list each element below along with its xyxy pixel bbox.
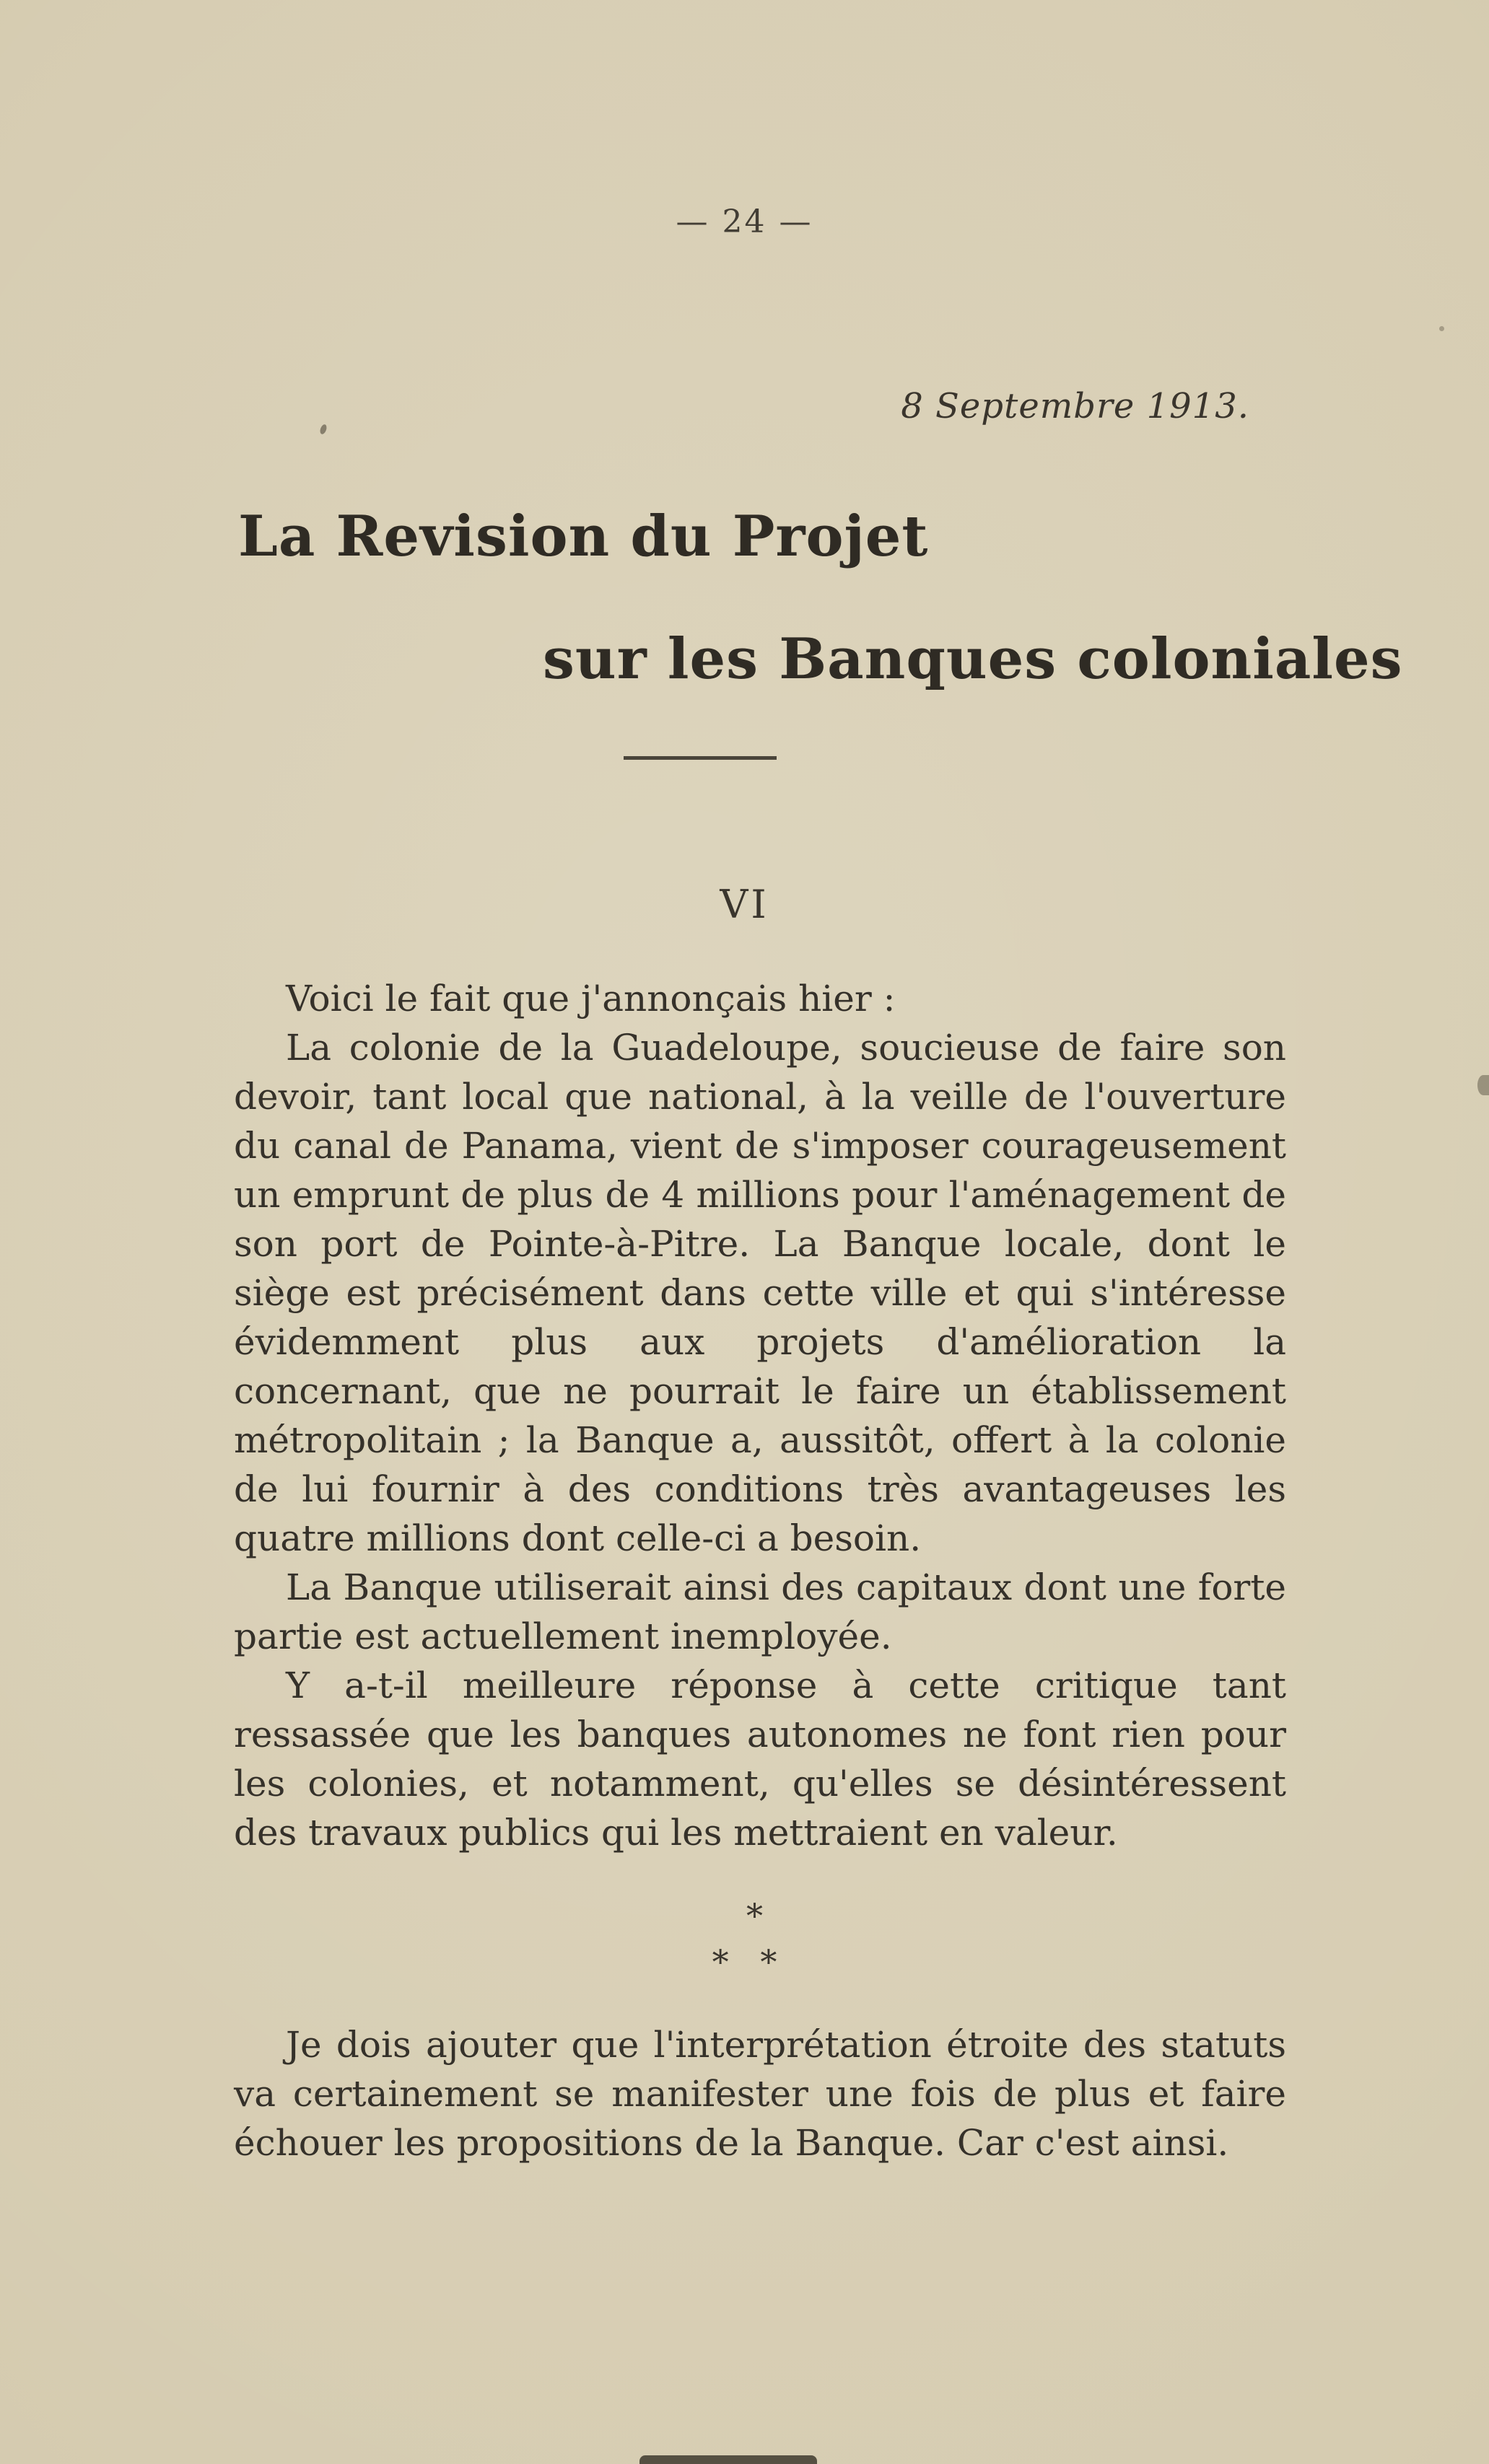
paragraph-capitaux: La Banque utiliserait ainsi des capitaux dont une forte partie est actuellement inemployée. <box>234 1566 1286 1657</box>
section-number: VI <box>720 882 769 927</box>
ink-speck <box>1477 1075 1489 1095</box>
document-title-line-2: sur les Banques coloniales <box>543 626 1403 692</box>
paragraph-guadeloupe: La colonie de la Guadeloupe, soucieuse de faire son devoir, tant local que national, à la veille de l'ouverture du canal de Panama, vient de s'imposer courageusement un emprunt de plus de 4 millions pour l'aménagement de son port de Pointe-à-Pitre. La Banque locale, dont le siège est précisément dans cette ville et qui s'intéresse évidemment plus aux projets d'amélioration la concernant, que ne pourrait le faire un établissement métropolitain ; la Banque a, aussitôt, offert à la colonie de lui fournir à des conditions très avantageuses les quatre millions dont celle-ci a besoin. <box>234 1027 1286 1559</box>
dateline: 8 Septembre 1913. <box>901 386 1249 426</box>
ink-speck <box>319 424 328 435</box>
closing-text-block <box>234 2020 1286 2167</box>
scan-edge-mark <box>639 2455 817 2464</box>
asterisk-separator-bottom: * * <box>712 1942 777 1981</box>
asterisk-separator-top: * <box>746 1896 763 1935</box>
paragraph-intro: Voici le fait que j'annonçais hier : <box>286 978 896 1020</box>
title-divider-rule <box>624 756 777 760</box>
paragraph-critique: Y a-t-il meilleure réponse à cette critique tant ressassée que les banques autonomes ne font rien pour les colonies, et notamment, qu'elles se désintéressent des travaux publics qui les mettraient en valeur. <box>234 1665 1286 1854</box>
body-text-block <box>234 974 1286 1857</box>
paragraph-closing: Je dois ajouter que l'interprétation étroite des statuts va certainement se manifester une fois de plus et faire échouer les propositions de la Banque. Car c'est ainsi. <box>234 2024 1286 2164</box>
document-title-line-1: La Revision du Projet <box>238 504 929 569</box>
page-number: — 24 — <box>676 203 813 240</box>
ink-speck <box>1439 326 1444 331</box>
